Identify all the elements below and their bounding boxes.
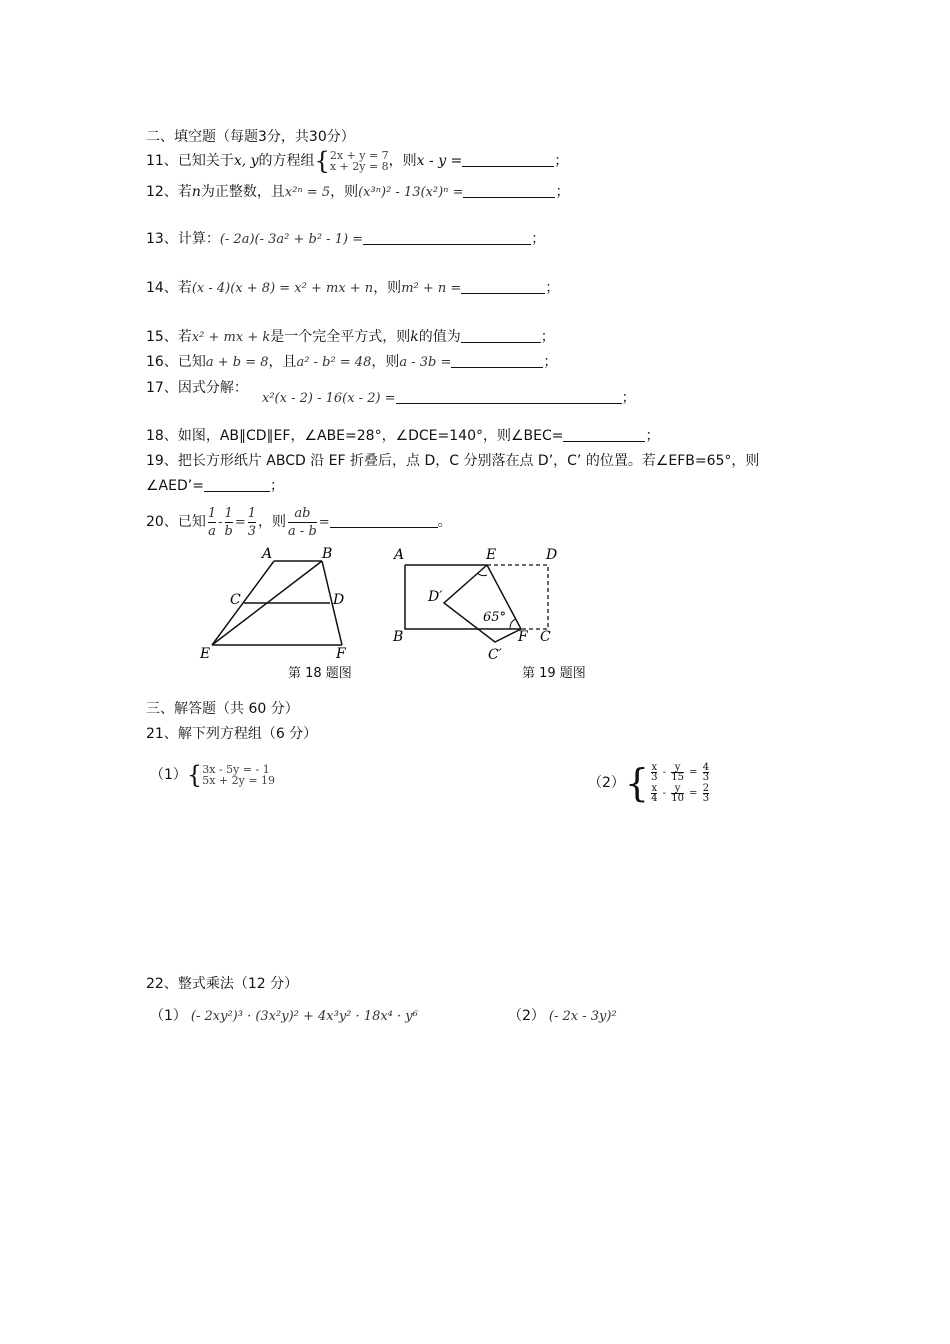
q20-frac4-den: a - b bbox=[288, 523, 317, 539]
q15-expr: x² + mx + k bbox=[191, 330, 271, 345]
q12-post: ，则 bbox=[330, 184, 359, 200]
q12-n: n bbox=[191, 184, 201, 200]
q21-p2-r1-num-b: y bbox=[674, 762, 681, 773]
q21-p2-r2-frac-b bbox=[671, 784, 684, 803]
question-12 bbox=[146, 182, 569, 203]
q20-equals-2: = bbox=[318, 515, 330, 530]
fig19-label-c-prime: C′ bbox=[488, 647, 502, 663]
q18-text: 18、如图，AB∥CD∥EF，∠ABE=28°，∠DCE=140°，则∠BEC= bbox=[146, 428, 564, 444]
question-19-line1 bbox=[146, 451, 759, 471]
q21-p2-r2-num-c: 2 bbox=[702, 783, 710, 794]
q15-prefix: 15、若 bbox=[146, 329, 192, 345]
q22-part2 bbox=[508, 1006, 617, 1027]
q15-post: 的值为 bbox=[418, 329, 461, 345]
fig19-label-a: A bbox=[394, 547, 405, 563]
q14-answer-blank[interactable] bbox=[461, 279, 545, 294]
q13-expr: (- 2a)(- 3a² + b² - 1) = bbox=[219, 232, 364, 247]
q12-condition: x²ⁿ = 5 bbox=[284, 185, 331, 200]
q14-end: ； bbox=[545, 280, 560, 296]
fig19-angle-65: 65° bbox=[483, 610, 507, 625]
question-16 bbox=[146, 352, 557, 373]
q22-p2-expr: (- 2x - 3y)² bbox=[548, 1009, 617, 1024]
q22-part1 bbox=[150, 1006, 418, 1027]
q21-title: 21、解下列方程组（6 分） bbox=[146, 726, 318, 742]
question-18 bbox=[146, 426, 659, 446]
q11-post: ，则 bbox=[388, 153, 417, 169]
q15-end: ； bbox=[540, 329, 555, 345]
q22-p2-label: （2） bbox=[508, 1008, 545, 1024]
q20-equals: = bbox=[234, 515, 246, 530]
q21-p2-row2: $\frac{x}{4}$ - $\frac{y}{10}$ = $\frac{2}{3}$ bbox=[651, 783, 710, 804]
fig18-caption: 第 18 题图 bbox=[288, 666, 352, 681]
q21-p1-eq1: 3x - 5y = - 1 bbox=[202, 763, 270, 776]
q22-p1-expr: (- 2xy²)³ · (3x²y)² + 4x³y² · 18x⁴ · y⁶ bbox=[190, 1009, 418, 1024]
q21-p2-r1-den-b: 15 bbox=[671, 772, 684, 783]
q21-p2-r2-frac-a bbox=[651, 784, 657, 803]
q19-text: 19、把长方形纸片 ABCD 沿 EF 折叠后，点 D，C 分别落在点 D’，C’ 的位置。若∠EFB=65°，则 bbox=[146, 453, 760, 469]
q11-eq2: x + 2y = 8 bbox=[329, 160, 389, 173]
q14-expr: m² + n = bbox=[401, 281, 462, 296]
fig19-label-b: B bbox=[393, 629, 404, 645]
question-19-line2 bbox=[146, 476, 284, 496]
q20-minus: - bbox=[218, 515, 223, 530]
fig18-label-d: D bbox=[333, 592, 345, 608]
q13-prefix: 13、计算： bbox=[146, 231, 220, 247]
q12-answer-blank[interactable] bbox=[463, 183, 555, 198]
q14-post: ，则 bbox=[373, 280, 402, 296]
figure-19 bbox=[388, 545, 568, 665]
q20-frac-3 bbox=[248, 505, 256, 540]
q21-p2-r1-den-c: 3 bbox=[702, 772, 710, 783]
fig19-label-e: E bbox=[486, 547, 497, 563]
fig18-label-c: C bbox=[230, 592, 241, 608]
q21-p2-r1-den-a: 3 bbox=[651, 772, 658, 783]
question-17-expression bbox=[262, 388, 636, 409]
q20-end: 。 bbox=[437, 514, 452, 530]
q19-angle-label: ∠AED’= bbox=[146, 478, 204, 494]
q21-p2-r2-den-a: 4 bbox=[651, 793, 658, 804]
fig18-label-e: E bbox=[200, 646, 211, 662]
q11-vars: x, y bbox=[233, 153, 259, 169]
fig19-angle-arc-f bbox=[510, 619, 516, 629]
q15-k: k bbox=[410, 329, 419, 345]
q11-system bbox=[330, 150, 389, 172]
q21-p1-brace: { bbox=[186, 761, 203, 789]
q18-end: ； bbox=[645, 428, 660, 444]
q21-p2-r2-frac-c bbox=[703, 784, 709, 803]
q14-prefix: 14、若 bbox=[146, 280, 192, 296]
question-17 bbox=[146, 378, 248, 398]
q20-frac-2 bbox=[225, 505, 233, 540]
q21-p1-label: （1） bbox=[150, 767, 187, 783]
q11-mid: 的方程组 bbox=[258, 153, 315, 169]
q20-post: ，则 bbox=[258, 514, 287, 530]
q19-answer-blank[interactable] bbox=[204, 477, 270, 492]
q21-p2-r1-num-a: x bbox=[651, 762, 658, 773]
q18-answer-blank[interactable] bbox=[563, 427, 645, 442]
q20-frac2-num: 1 bbox=[224, 505, 233, 521]
q20-frac3-den: 3 bbox=[247, 523, 257, 539]
q17-prefix: 17、因式分解： bbox=[146, 380, 248, 396]
q20-frac-4 bbox=[288, 505, 317, 540]
q21-p2-label: （2） bbox=[588, 775, 625, 791]
q21-p2-system bbox=[649, 763, 711, 803]
q22-title: 22、整式乘法（12 分） bbox=[146, 976, 299, 992]
fig19-label-f: F bbox=[518, 629, 528, 645]
q21-p2-row1: $\frac{x}{3}$ - $\frac{y}{15}$ = $\frac{4}{3}$ bbox=[651, 762, 710, 783]
question-14 bbox=[146, 278, 559, 299]
q15-mid: 是一个完全平方式，则 bbox=[270, 329, 411, 345]
q21-p2-r2-num-a: x bbox=[651, 783, 658, 794]
q11-eq1: 2x + y = 7 bbox=[329, 149, 389, 162]
q17-expr: x²(x - 2) - 16(x - 2) = bbox=[262, 391, 396, 406]
q21-p2-r2-den-b: 10 bbox=[671, 793, 684, 804]
q16-cond1: a + b = 8 bbox=[205, 355, 269, 370]
fig18-label-b: B bbox=[322, 546, 333, 562]
q21-p2-r2-den-c: 3 bbox=[702, 793, 710, 804]
fig19-caption: 第 19 题图 bbox=[522, 666, 586, 681]
q16-prefix: 16、已知 bbox=[146, 354, 206, 370]
q20-frac1-den: a bbox=[208, 523, 216, 539]
q16-expr: a - 3b = bbox=[399, 355, 452, 370]
q21-part1 bbox=[150, 761, 276, 789]
q11-end: ； bbox=[554, 153, 569, 169]
q16-mid: ，且 bbox=[268, 354, 297, 370]
q21-p2-r1-frac-b bbox=[671, 763, 684, 782]
q11-expr: x - y = bbox=[416, 153, 463, 169]
fig19-label-c: C bbox=[540, 629, 551, 645]
question-20 bbox=[146, 500, 452, 544]
fig19-label-d-prime: D′ bbox=[428, 589, 443, 605]
q17-end: ； bbox=[621, 390, 636, 406]
fig18-label-a: A bbox=[262, 546, 273, 562]
q22-p1-label: （1） bbox=[150, 1008, 187, 1024]
q20-answer-blank[interactable] bbox=[330, 513, 438, 528]
q21-p1-eq2: 5x + 2y = 19 bbox=[202, 774, 276, 787]
section3-heading: 三、解答题（共 60 分） bbox=[146, 701, 299, 717]
q20-frac1-num: 1 bbox=[207, 505, 217, 521]
q21-p2-r1-frac-a bbox=[651, 763, 657, 782]
q12-mid: 为正整数，且 bbox=[200, 184, 285, 200]
q16-cond2: a² - b² = 48 bbox=[296, 355, 372, 370]
section2-heading: 二、填空题（每题3分，共30分） bbox=[146, 129, 355, 145]
q13-end: ； bbox=[531, 231, 546, 247]
q21-p1-system bbox=[202, 764, 275, 786]
q21-p2-brace: { bbox=[624, 761, 650, 805]
q14-condition: (x - 4)(x + 8) = x² + mx + n bbox=[191, 281, 374, 296]
q12-expr: (x³ⁿ)² - 13(x²)ⁿ = bbox=[358, 185, 464, 200]
q16-end: ； bbox=[543, 354, 558, 370]
q21-p2-r2-num-b: y bbox=[674, 783, 681, 794]
question-13 bbox=[146, 229, 545, 250]
q16-answer-blank[interactable] bbox=[451, 353, 543, 368]
q20-prefix: 20、已知 bbox=[146, 514, 206, 530]
q12-prefix: 12、若 bbox=[146, 184, 192, 200]
q11-brace: { bbox=[314, 147, 330, 175]
q21-p2-r1-num-c: 4 bbox=[702, 762, 710, 773]
q12-end: ； bbox=[555, 184, 570, 200]
q19-end: ； bbox=[269, 478, 284, 494]
q20-frac3-num: 1 bbox=[247, 505, 257, 521]
fig19-folded-quad bbox=[444, 565, 521, 642]
figure-18 bbox=[190, 545, 370, 665]
q20-frac4-num: ab bbox=[294, 505, 311, 521]
question-15 bbox=[146, 327, 555, 348]
q17-answer-blank[interactable] bbox=[396, 389, 622, 404]
q11-prefix: 11、已知关于 bbox=[146, 153, 234, 169]
q21-part2 bbox=[588, 760, 711, 806]
q20-frac2-den: b bbox=[224, 523, 233, 539]
q11-answer-blank[interactable] bbox=[462, 152, 554, 167]
q20-frac-1 bbox=[208, 505, 216, 540]
q21-p2-r1-frac-c bbox=[703, 763, 709, 782]
q13-answer-blank[interactable] bbox=[363, 230, 531, 245]
fig19-label-d: D bbox=[546, 547, 558, 563]
question-11 bbox=[146, 147, 569, 175]
fig18-label-f: F bbox=[336, 646, 346, 662]
q15-answer-blank[interactable] bbox=[461, 328, 541, 343]
q16-post: ，则 bbox=[371, 354, 400, 370]
